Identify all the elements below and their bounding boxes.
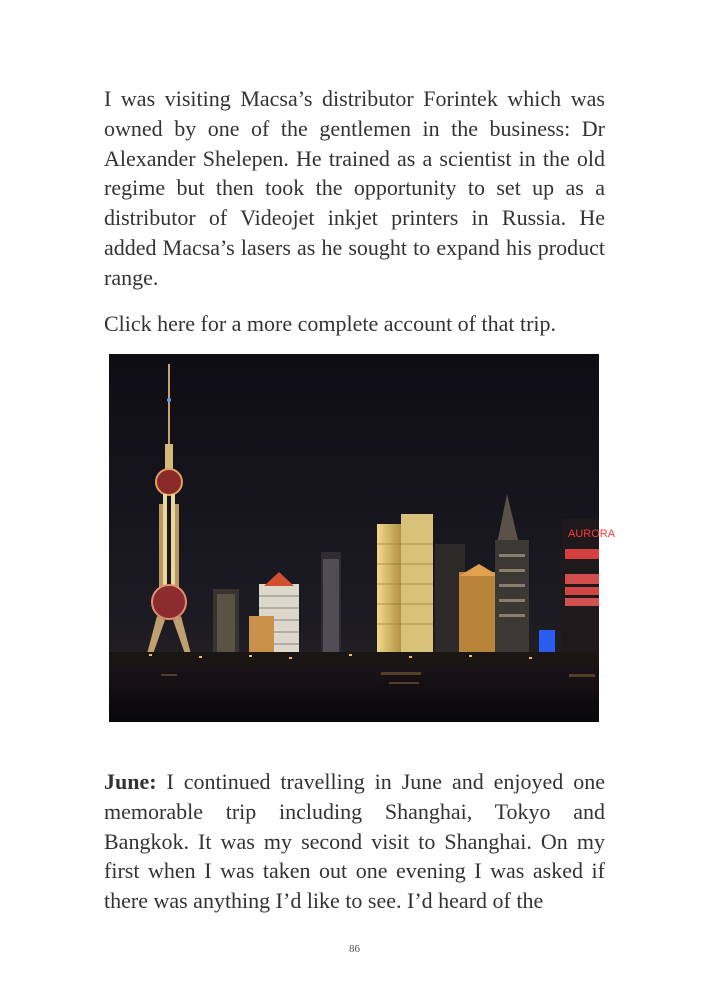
shanghai-skyline-photo — [109, 354, 616, 722]
paragraph-june-trip — [104, 767, 605, 916]
page-number: 86 — [349, 943, 360, 955]
june-heading: June: — [104, 769, 157, 794]
june-body: I continued travelling in June and enjoyed one memorable trip including Shanghai, Tokyo and Bangkok. It was my second visit to Shanghai. On my first when I was taken out one evening I was asked if there was anything I’d like to see. I’d heard of the — [104, 769, 605, 914]
paragraph-forintek-visit: I was visiting Macsa’s distributor Forintek which was owned by one of the gentlemen in the business: Dr Alexander Shelepen. He trained as a scientist in the old regime but then took the opportunity to set up as a distributor of Videojet inkjet printers in Russia. He added Macsa’s lasers as he sought to expand his product range. — [104, 86, 605, 290]
paragraph-trip-link: Click here for a more complete account of that trip. — [104, 311, 557, 336]
aurora-sign-text: AURORA — [568, 528, 616, 540]
